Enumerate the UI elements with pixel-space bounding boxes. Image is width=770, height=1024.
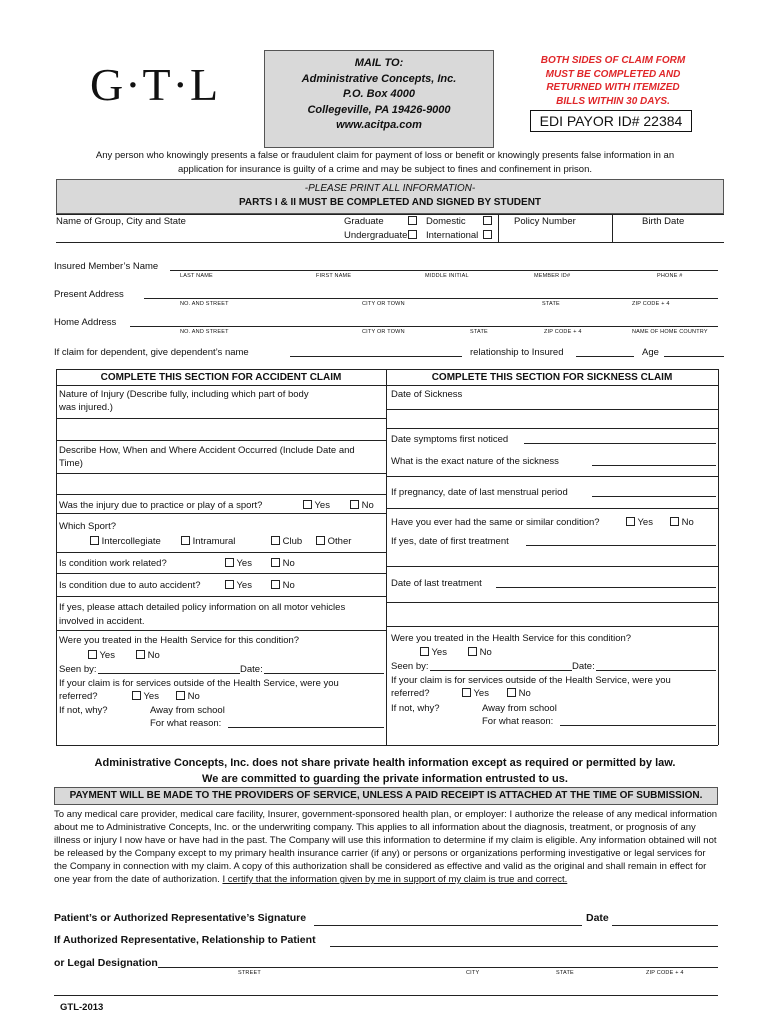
auto-accident-question: Is condition due to auto accident?	[59, 580, 201, 591]
undergraduate-checkbox[interactable]	[408, 230, 417, 239]
sickness-health-service-no-checkbox[interactable]	[468, 647, 477, 656]
describe-accident-text: Time)	[59, 458, 83, 469]
present-address-label: Present Address	[54, 289, 124, 300]
mail-to-po-box: P.O. Box 4000	[343, 88, 415, 100]
legal-designation-label: or Legal Designation	[54, 957, 158, 969]
nature-of-injury-text: was injured.)	[59, 402, 113, 413]
claim-form-warning	[518, 54, 708, 108]
payment-notice: PAYMENT WILL BE MADE TO THE PROVIDERS OF SERVICE, UNLESS A PAID RECEIPT IS ATTACHED AT THE TIME OF SUBMISSION.	[54, 787, 718, 805]
zip-caption: ZIP CODE + 4	[632, 301, 670, 307]
instructions-header	[56, 179, 724, 214]
city-caption: CITY	[466, 970, 480, 976]
referred-no-checkbox[interactable]	[176, 691, 185, 700]
state-caption: STATE	[470, 329, 488, 335]
sport-injury-question: Was the injury due to practice or play of a sport?	[59, 500, 263, 511]
gtl-logo: G·T·L	[90, 59, 221, 110]
nature-of-injury-text: Nature of Injury (Describe fully, including which part of body	[59, 389, 309, 400]
phone-caption: PHONE #	[657, 273, 683, 279]
graduate-label: Graduate	[344, 216, 384, 227]
mail-to-website: www.acitpa.com	[336, 119, 422, 131]
sport-no-checkbox[interactable]	[350, 500, 359, 509]
no-label: No	[361, 500, 374, 511]
date-of-sickness-label: Date of Sickness	[391, 389, 463, 400]
street-caption: STREET	[238, 970, 261, 976]
middle-initial-caption: MIDDLE INITIAL	[425, 273, 469, 279]
no-label: No	[282, 580, 295, 591]
age-label: Age	[642, 347, 659, 358]
form-code: GTL-2013	[60, 1002, 104, 1013]
sickness-outside-services-question: If your claim is for services outside of the Health Service, were you	[391, 675, 671, 686]
warning-line: BOTH SIDES OF CLAIM FORM	[540, 55, 686, 66]
sickness-referred-yes-checkbox[interactable]	[462, 688, 471, 697]
fraud-notice	[40, 149, 730, 177]
outside-services-question: If your claim is for services outside of the Health Service, were you	[59, 678, 339, 689]
privacy-line: Administrative Concepts, Inc. does not share private health information except as required or permitted by law.	[94, 757, 676, 769]
privacy-line: We are committed to guarding the private information entrusted to us.	[202, 773, 568, 785]
same-condition-yes-checkbox[interactable]	[626, 517, 635, 526]
home-address-label: Home Address	[54, 317, 117, 328]
intercollegiate-checkbox[interactable]	[90, 536, 99, 545]
no-label: No	[681, 517, 694, 528]
insured-member-name-label: Insured Member’s Name	[54, 261, 159, 272]
signature-label: Patient’s or Authorized Representative’s Signature	[54, 912, 307, 924]
which-sport-label: Which Sport?	[59, 521, 117, 532]
no-label: No	[479, 647, 492, 658]
work-related-question: Is condition work related?	[59, 558, 167, 569]
yes-label: Yes	[314, 500, 330, 511]
sport-yes-checkbox[interactable]	[303, 500, 312, 509]
auto-policy-note	[59, 601, 345, 629]
accident-section-title: COMPLETE THIS SECTION FOR ACCIDENT CLAIM	[100, 372, 342, 383]
work-yes-checkbox[interactable]	[225, 558, 234, 567]
intramural-label: Intramural	[192, 536, 236, 547]
sickness-for-what-reason-label: For what reason:	[482, 716, 554, 727]
group-name-label: Name of Group, City and State	[56, 216, 186, 227]
auto-policy-note-text: involved in accident.	[59, 616, 145, 627]
sickness-section-title: COMPLETE THIS SECTION FOR SICKNESS CLAIM	[431, 372, 673, 383]
sickness-seen-date-label: Date:	[572, 661, 595, 672]
birth-date-label: Birth Date	[642, 216, 685, 227]
mail-to-heading: MAIL TO:	[354, 57, 404, 69]
yes-label: Yes	[99, 650, 115, 661]
sickness-away-from-school-label: Away from school	[482, 703, 557, 714]
sickness-referred-label: referred?	[391, 688, 430, 699]
for-what-reason-label: For what reason:	[150, 718, 222, 729]
seen-by-label: Seen by:	[59, 664, 97, 675]
club-checkbox[interactable]	[271, 536, 280, 545]
work-no-checkbox[interactable]	[271, 558, 280, 567]
if-not-why-label: If not, why?	[59, 705, 108, 716]
relationship-to-patient-label: If Authorized Representative, Relationship to Patient	[54, 934, 316, 946]
first-name-caption: FIRST NAME	[316, 273, 352, 279]
dependent-name-label: If claim for dependent, give dependent’s name	[54, 347, 249, 358]
describe-accident-label	[59, 444, 355, 470]
fraud-notice-line: Any person who knowingly presents a false or fraudulent claim for payment of loss or benefit or knowingly presents false information in an	[95, 150, 675, 161]
no-label: No	[187, 691, 200, 702]
member-id-caption: MEMBER ID#	[534, 273, 571, 279]
warning-line: BILLS WITHIN 30 DAYS.	[556, 95, 670, 107]
other-label: Other	[327, 536, 352, 547]
yes-label: Yes	[637, 517, 653, 528]
seen-date-label: Date:	[240, 664, 263, 675]
sickness-seen-by-label: Seen by:	[391, 661, 429, 672]
domestic-checkbox[interactable]	[483, 216, 492, 225]
domestic-label: Domestic	[426, 216, 466, 227]
referred-yes-checkbox[interactable]	[132, 691, 141, 700]
warning-line: RETURNED WITH ITEMIZED	[546, 82, 680, 93]
yes-label: Yes	[236, 580, 252, 591]
auto-policy-note-text: If yes, please attach detailed policy information on all motor vehicles	[59, 602, 346, 613]
sickness-referred-no-checkbox[interactable]	[507, 688, 516, 697]
exact-nature-label: What is the exact nature of the sickness	[391, 456, 559, 467]
last-treatment-label: Date of last treatment	[391, 578, 482, 589]
international-checkbox[interactable]	[483, 230, 492, 239]
zip-caption: ZIP CODE + 4	[544, 329, 582, 335]
auto-no-checkbox[interactable]	[271, 580, 280, 589]
first-treatment-label: If yes, date of first treatment	[391, 536, 509, 547]
city-caption: CITY OR TOWN	[362, 301, 405, 307]
edi-payor-id: EDI PAYOR ID# 22384	[530, 110, 692, 132]
undergraduate-label: Undergraduate	[344, 230, 408, 241]
no-label: No	[518, 688, 531, 699]
no-label: No	[282, 558, 295, 569]
street-caption: NO. AND STREET	[180, 329, 229, 335]
mail-to-city: Collegeville, PA 19426-9000	[307, 103, 451, 116]
certification-statement: I certify that the information given by me in support of my claim is true and correct.	[222, 874, 568, 885]
yes-label: Yes	[473, 688, 489, 699]
last-name-caption: LAST NAME	[180, 273, 213, 279]
away-from-school-label: Away from school	[150, 705, 225, 716]
privacy-statement	[40, 755, 730, 787]
referred-label: referred?	[59, 691, 98, 702]
city-caption: CITY OR TOWN	[362, 329, 405, 335]
graduate-checkbox[interactable]	[408, 216, 417, 225]
parts-notice: PARTS I & II MUST BE COMPLETED AND SIGNED BY STUDENT	[238, 197, 542, 208]
yes-label: Yes	[236, 558, 252, 569]
zip-caption: ZIP CODE + 4	[646, 970, 684, 976]
auto-yes-checkbox[interactable]	[225, 580, 234, 589]
same-condition-no-checkbox[interactable]	[670, 517, 679, 526]
fraud-notice-line: application for insurance is guilty of a crime and may be subject to fines and confinement in prison.	[177, 164, 592, 175]
state-caption: STATE	[542, 301, 560, 307]
authorization-body: To any medical care provider, medical care facility, Insurer, government-sponsored health plan, or employer: I authorize the release of any medical information about me to Administrative Concepts, Inc. or the underwriting company. This applies to all information about the diagnosis, treatment, or prognosis of any illness or injury I now have or have had in the past. The Company will use this information to determine if my claim is eligible. Any information obtained will not be released by the Company except to my primary health insurance carrier (if any) or persons or organizations performing investigative or legal services for the Company in connection with my claim. A copy of this authorization shall be considered as effective and valid as the original and shall remain in effect for one year from the date of authorization.	[54, 809, 718, 885]
intramural-checkbox[interactable]	[181, 536, 190, 545]
pregnancy-label: If pregnancy, date of last menstrual period	[391, 487, 568, 498]
symptoms-noticed-label: Date symptoms first noticed	[391, 434, 509, 445]
club-label: Club	[282, 536, 303, 547]
mail-to-company: Administrative Concepts, Inc.	[301, 72, 457, 85]
state-caption: STATE	[556, 970, 574, 976]
sickness-if-not-why-label: If not, why?	[391, 703, 440, 714]
policy-number-label: Policy Number	[514, 216, 576, 227]
home-country-caption: NAME OF HOME COUNTRY	[632, 329, 708, 335]
print-notice: -PLEASE PRINT ALL INFORMATION-	[304, 183, 476, 194]
relationship-label: relationship to Insured	[470, 347, 564, 358]
signature-date-label: Date	[586, 912, 609, 924]
same-condition-question: Have you ever had the same or similar condition?	[391, 517, 600, 528]
intercollegiate-label: Intercollegiate	[101, 536, 161, 547]
other-checkbox[interactable]	[316, 536, 325, 545]
street-caption: NO. AND STREET	[180, 301, 229, 307]
authorization-text	[54, 808, 718, 886]
warning-line: MUST BE COMPLETED AND	[545, 68, 681, 80]
yes-label: Yes	[143, 691, 159, 702]
nature-of-injury-label	[59, 388, 309, 414]
yes-label: Yes	[431, 647, 447, 658]
international-label: International	[426, 230, 479, 241]
mail-to-box	[264, 50, 494, 148]
health-service-no-checkbox[interactable]	[136, 650, 145, 659]
health-service-yes-checkbox[interactable]	[88, 650, 97, 659]
sickness-health-service-question: Were you treated in the Health Service for this condition?	[391, 633, 632, 644]
describe-accident-text: Describe How, When and Where Accident Occurred (Include Date and	[59, 445, 355, 456]
health-service-question: Were you treated in the Health Service for this condition?	[59, 635, 300, 646]
sickness-health-service-yes-checkbox[interactable]	[420, 647, 429, 656]
no-label: No	[147, 650, 160, 661]
